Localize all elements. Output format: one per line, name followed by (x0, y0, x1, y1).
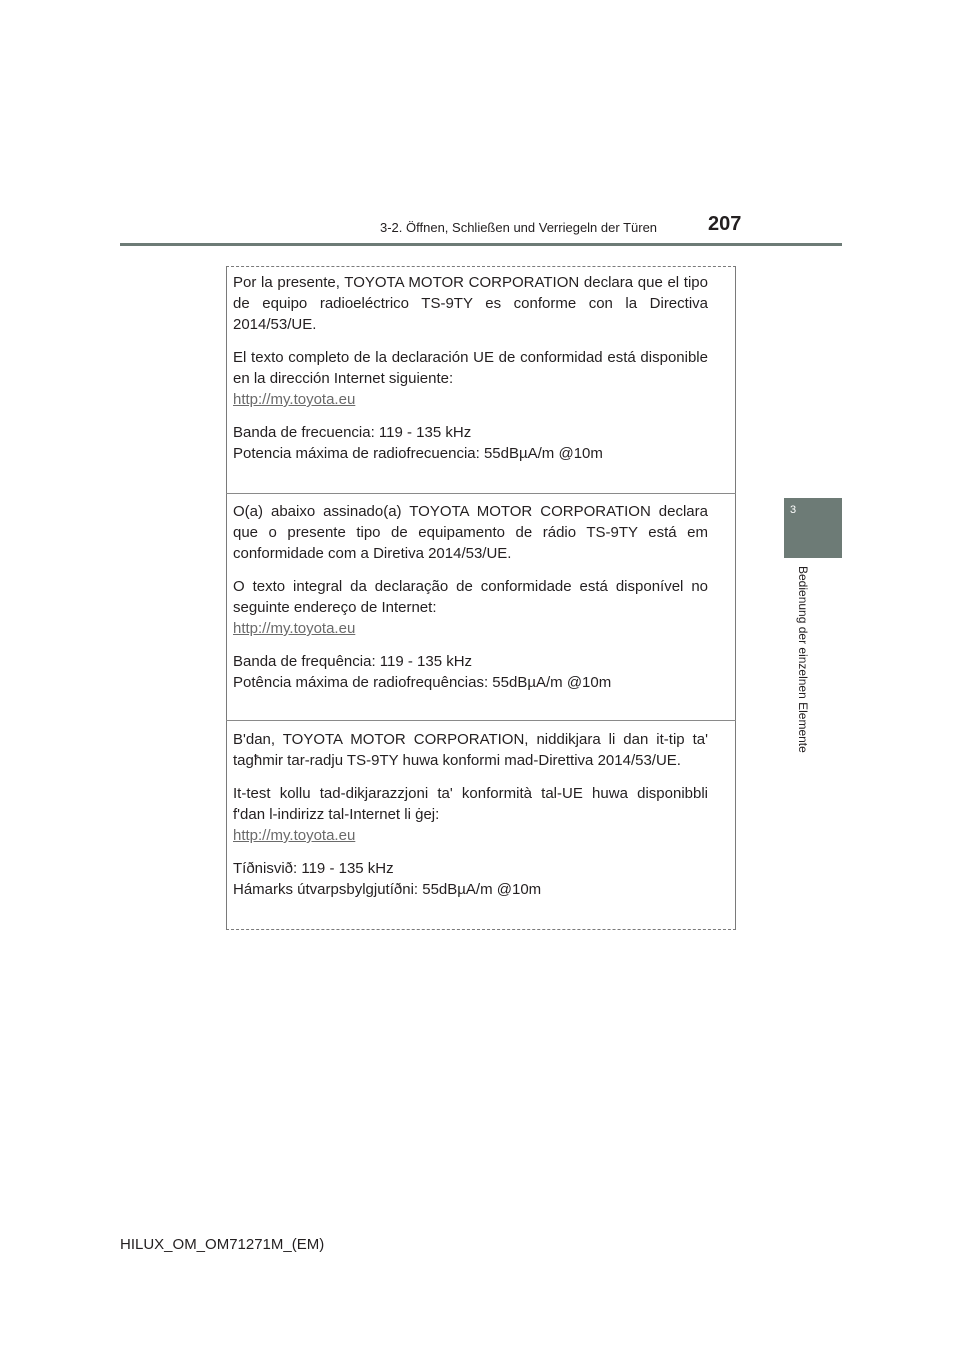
declaration-text: O(a) abaixo assinado(a) TOYOTA MOTOR CORPORATION declara que o presente tipo de equipamento de rádio TS-9TY está em conformidade com a Diretiva 2014/53/UE. (233, 503, 708, 562)
full-text-notice: El texto completo de la declaración UE de conformidad está disponible en la dirección Internet siguiente: (233, 349, 708, 387)
page-number: 207 (708, 213, 742, 235)
declaration-link[interactable]: http://my.toyota.eu (233, 391, 356, 408)
max-power: Potência máxima de radiofrequências: 55dBµA/m @10m (233, 674, 612, 691)
section-divider (226, 720, 736, 721)
declaration-link[interactable]: http://my.toyota.eu (233, 827, 356, 844)
chapter-number: 3 (790, 504, 797, 516)
header-rule (120, 243, 842, 246)
frequency-band: Tíðnisvið: 119 - 135 kHz (233, 860, 394, 877)
declaration-portuguese (233, 501, 708, 693)
max-power: Potencia máxima de radiofrecuencia: 55dBµA/m @10m (233, 445, 603, 462)
declaration-text: Por la presente, TOYOTA MOTOR CORPORATION declara que el tipo de equipo radioeléctrico TS-9TY es conforme con la Directiva 2014/53/UE. (233, 274, 708, 333)
frequency-band: Banda de frecuencia: 119 - 135 kHz (233, 424, 472, 441)
declaration-spanish (233, 272, 708, 464)
declaration-text: B'dan, TOYOTA MOTOR CORPORATION, niddikjara li dan it-tip ta' tagħmir tar-radju TS-9TY huwa konformi mad-Direttiva 2014/53/UE. (233, 731, 708, 769)
declaration-maltese (233, 729, 708, 900)
box-bottom-border (226, 929, 736, 930)
document-code: HILUX_OM_OM71271M_(EM) (120, 1236, 325, 1253)
box-top-border (226, 266, 736, 267)
max-power: Hámarks útvarpsbylgjutíðni: 55dBµA/m @10m (233, 881, 542, 898)
frequency-band: Banda de frequência: 119 - 135 kHz (233, 653, 473, 670)
chapter-label-text: Bedienung der einzelnen Elemente (796, 566, 810, 753)
full-text-notice: It-test kollu tad-dikjarazzjoni ta' konformità tal-UE huwa disponibbli f'dan l-indirizz tal-Internet li ġej: (233, 785, 708, 823)
full-text-notice: O texto integral da declaração de conformidade está disponível no seguinte endereço de Internet: (233, 578, 708, 616)
chapter-label (796, 566, 816, 766)
section-header-title: 3-2. Öffnen, Schließen und Verriegeln der Türen (380, 220, 658, 235)
section-divider (226, 493, 736, 494)
chapter-tab (784, 498, 842, 558)
declaration-link[interactable]: http://my.toyota.eu (233, 620, 356, 637)
